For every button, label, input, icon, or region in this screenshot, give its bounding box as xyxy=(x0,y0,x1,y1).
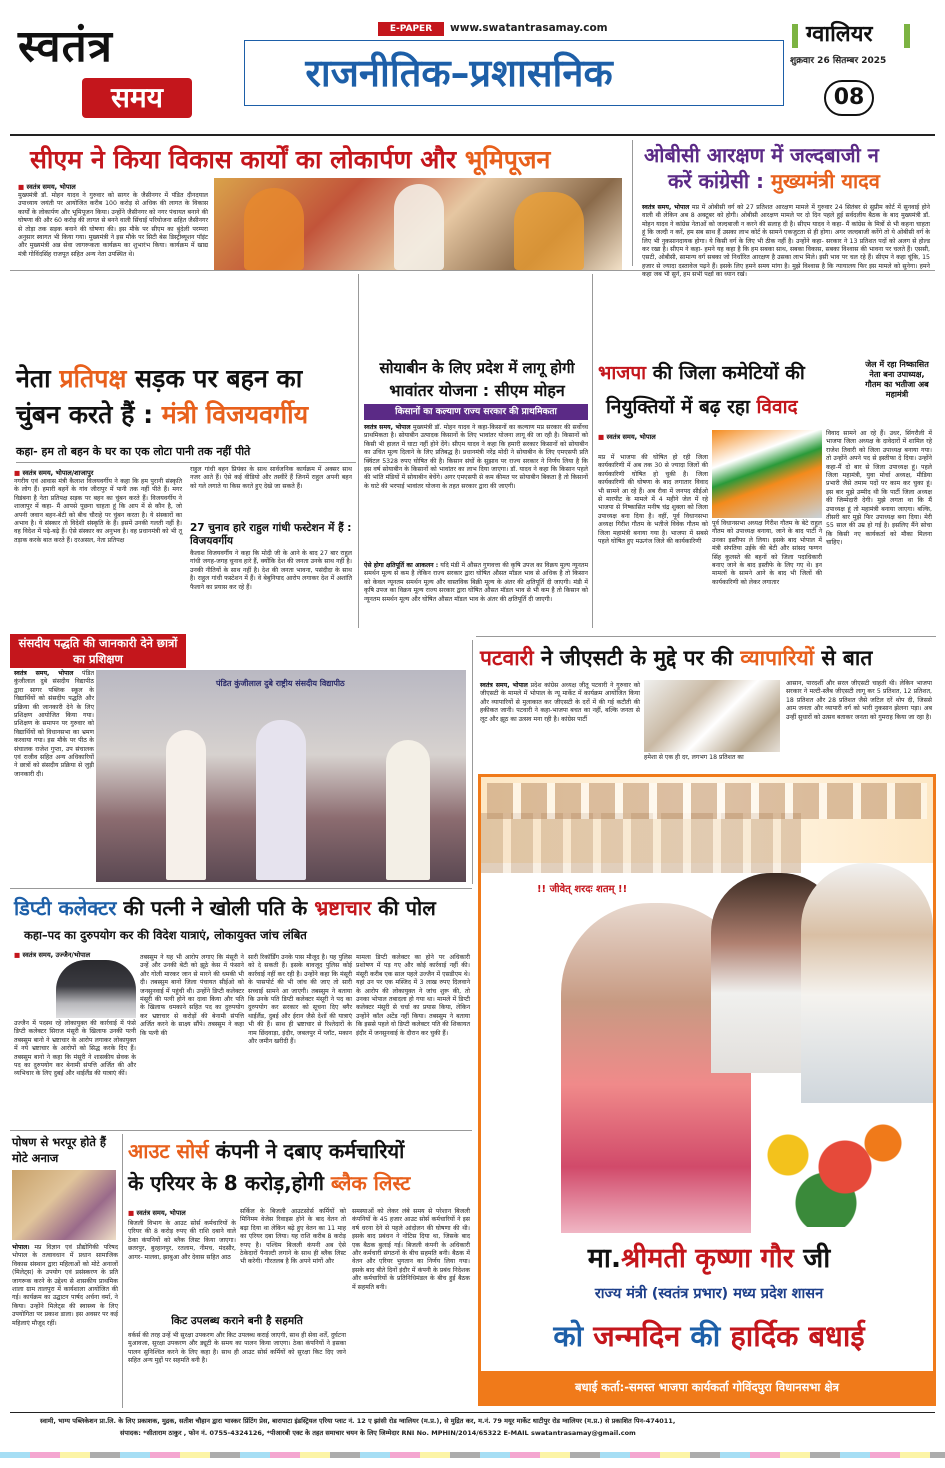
box-headline: किट उपलब्ध कराने बनी है सहमति xyxy=(171,1315,303,1327)
column-rule xyxy=(472,640,473,884)
story-obc-reservation xyxy=(638,138,934,279)
byline: स्वतंत्र समय, भोपाल xyxy=(642,204,690,211)
ad-wish-part: जन्मदिन xyxy=(593,1319,681,1353)
headline-part: प्रतिपक्ष xyxy=(59,364,127,393)
ad-portrait-row-top xyxy=(487,783,927,819)
story-deputy-headline xyxy=(14,894,472,922)
headline-part: नियुक्तियों में बढ़ रहा xyxy=(606,396,757,418)
photo-figure xyxy=(514,192,584,270)
story-body xyxy=(364,424,588,556)
byline: ■ स्वतंत्र समय, उज्जैन/भोपाल xyxy=(14,950,144,959)
box-body: कैलाश विजयवर्गीय ने कहा कि मोदी जी के आने के बाद 27 बार राहुल गांधी जगह-जगह चुनाव हारे हैं, क्योंकि देश की जनता उनके साथ नहीं है। उनकी नीतियों के साथ नहीं है। देश की जनता भावना, पसंदीदा के साथ है। राहुल गांधी फस्टेशन में हैं। वे बेबुनियाद आरोप लगाकर देश में अशांति फैलाने का प्रयास कर रहे हैं। xyxy=(190,550,352,591)
story-body: बिजली विभाग के आउट सोर्स कर्मचारियों के एरियर की 8 करोड़ रुपए की राशि दबाने वाले ठेका कंपनियों को ब्लैक लिस्ट किया जाएगा। छतरपुर, बुरहानपुर, रतलाम, नीमच, मंदसौर, आगर- मालवा, झाबुआ और देवास सहित आठ xyxy=(128,1220,236,1261)
story-soybean-headline-2: भावांतर योजना : सीएम मोहन xyxy=(389,381,565,400)
story-parliament-headline: संसदीय पद्धति की जानकारी देने छात्रों का प्रशिक्षण xyxy=(10,634,186,668)
headline-part: आउट सोर्स xyxy=(128,1139,209,1163)
story-body-text: मप्र में ओबीसी वर्ग को 27 प्रतिशत आरक्षण मामले में गुरुवार 24 सितंबर से सुप्रीम कोर्ट में सुनवाई होने वाली थी लेकिन अब 8 अक्टूबर को होगी। ओबीसी आरक्षण मामले पर दो दिन पहले हुई सर्वदलीय बैठक के बाद मुख्यमंत्री डॉ. मोहन यादव ने कांग्रेस नेताओं को जल्दबाजी न करने की सलाह दी है। सीएम यादव ने कहा- मैं कांग्रेस के मित्रों से भी कहना चाहता हूं कि जल्दी न करें, हम सब साथ हैं उसका लाभ कोर्ट के सामने एकजुटता से ही होगा। अगर जल्दबाजी करेंगे तो ये ओबीसी वर्ग के लिए भी नुकसानदायक होगा। ये किसी वर्ग के लिए भी ठीक नहीं है। उन्होंने कहा- सरकार ने 13 प्रतिशत पदों को अलग से होल्ड कर रखा है। सीएम ने कहा- हमने यह कहा है कि हम सबका साथ, सबका विकास, सबका विश्वास की भावना पर चलते हैं। एससी, एसटी, ओबीसी, सामान्य वर्ग सबका जो निर्धारित आरक्षण है उसका लाभ मिले। इसी भाव पर चल रहे हैं। सीएम ने कहा चूंकि, 15 हजार से ज्यादा दस्तावेज पढ़ने हैं। इसके लिए हमने समय मांगा है। मुझे विश्वास है कि न्यायालय फिर इस मामले को सुनेगा। हमने कहा जब भी सुनें, हम सभी पक्षों का ध्यान रखें। xyxy=(642,204,930,279)
column-rule xyxy=(122,1134,123,1408)
imprint-rule xyxy=(10,1412,935,1413)
story-body: मामला डिप्टी कलेक्टर का होने पर अधिकारी प्रशोषण में पड़ गए और कोई कार्रवाई नहीं की। मंसूरी करीब एक साल पहले उज्जैन में एसडीएम थे। यहां उन पर एक मस्जिद में 3 लाख रुपए दिलवाने के आरोप की लोकायुक्त ने जांच शुरू की, तो उनका भोपाल तबादला हो गया था। मामले में डिप्टी कलेक्टर मंसूरी से चर्चा का प्रयास किया, लेकिन उन्होंने कॉल अटेंड नहीं किया। तबस्सुम ने बताया कि इससे पहले वो डिप्टी कलेक्टर पति की शिकायत इंदौर में जनसुनवाई के दौरान कर चुकी हैं। xyxy=(356,954,470,1037)
ad-footer: बधाई कर्ता:-समस्त भाजपा कार्यकर्ता गोविंदपुरा विधानसभा क्षेत्र xyxy=(481,1371,933,1403)
ad-name-suffix: जी xyxy=(803,1243,831,1274)
story-body xyxy=(480,682,640,768)
logo-top-text: स्वतंत्र xyxy=(18,21,113,72)
story-body: उज्जैन में पदस्थ रहे लोकायुक्त की कार्रवाई में फंसे डिप्टी कलेक्टर सिराज मंसूरी के खिलाफ उनकी पत्नी तबस्सुम बानो ने भ्रष्टाचार के आरोप लगाकर लोकायुक्त में नये भ्रष्टाचार के आरोपों को सिद्ध करके दिए हैं। तबस्सुम बानो ने कहा कि मंसूरी ने शासकीय सेवक के पद का दुरुपयोग कर बेनामी संपत्ति अर्जित की और व्यभिचार के लिए दुबई और थाईलैंड की यात्राएं कीं। xyxy=(14,1020,136,1078)
story-outsource-headline-2 xyxy=(128,1170,472,1196)
epaper-badge: E-PAPER xyxy=(378,22,444,36)
subhead-inline: ऐसे होगा क्षतिपूर्ति का आकलन : xyxy=(364,562,439,569)
subhead: कहा–पद का दुरुपयोग कर की विदेश यात्राएं, लोकायुक्त जांच लंबित xyxy=(24,928,307,942)
headline-part: की पत्नी ने खोली पति के xyxy=(116,896,315,920)
logo xyxy=(18,20,198,130)
headline-part: चुंबन करते हैं : xyxy=(16,400,162,429)
story-body: राहुल गांधी बहन प्रियंका के साथ सार्वजनिक कार्यक्रम में अक्सर साथ नजर आते हैं। ऐसे कई वीडियो और तस्वीरें हैं जिनमें राहुल अपनी बहन को गले लगाते या किस करते हुए देखे जा सकते हैं। xyxy=(190,466,352,490)
subhead-bar: किसानों का कल्याण राज्य सरकार की प्राथमिकता xyxy=(364,404,588,420)
byline: भोपाल। xyxy=(12,1244,30,1251)
photo-cm-event xyxy=(214,178,622,270)
story-body: आसान, पारदर्शी और सरल जीएसटी चाहती थी। लेकिन भाजपा सरकार ने मल्टी-स्लैब जीएसटी लागू कर 5 प्रतिशत, 12 प्रतिशत, 18 प्रतिशत और 28 प्रतिशत जैसे जटिल दरें थोप दी, जिससे आम जनता और व्यापारी वर्ग को भारी नुकसान झेलना पड़ा। अब उन्हीं सुधारों को उत्सव बताकर जनता को गुमराह किया जा रहा है। xyxy=(786,680,932,721)
story-vijayvargiya-headline-line2 xyxy=(16,398,356,432)
photo-patwari-traders xyxy=(644,680,780,752)
story-body: नगरीय एवं आवास मंत्री कैलाश विजयवर्गीय ने कहा कि हम पुरानी संस्कृति के लोग हैं। हमारी बहनें के गांव जीरापुर में पानी तक नहीं पीते हैं। मगर विडंबना है नेता प्रतिपक्ष सड़क पर बहन का चुंबन करते हैं। विजयवर्गीय ने शाजापुर में कहा- मैं आपसे पूछना चाहता हूं कि आप में से कौन है, जो अपनी जवान बहन-बेटी को बीच चौराहे पर चुंबन करता है। ये संस्कारों का अभाव है। ये संस्कार तो विदेशी संस्कृति के हैं। इसमें उनकी गलती नहीं है। वह विदेश में पढ़े-बढ़े हैं। ऐसे संस्कार का अनुभव है। वह प्रधानमंत्री को भी तू तड़ाक करके बात करते हैं। दरअसल, नेता प्रतिपक्ष xyxy=(14,478,182,544)
ad-name-line xyxy=(485,1237,933,1281)
story-body xyxy=(642,204,930,279)
story-body: सर्किल के बिजली आउटसोर्स कर्मियों को मिनिमम वेजेस रिवाइस होने के बाद वेतन तो बढ़ा दिया था लेकिन बढ़े हुए वेतन का 11 माह का एरियर दबा लिया। यह राशि करीब 8 करोड़ रुपए है। पश्चिम बिजली कंपनी अब ऐसे ठेकेदारों पैनाल्टी लगाने के साथ ही ब्लैक लिस्ट भी करेगी। गौरतलब है कि अपने मांगों और xyxy=(240,1208,346,1266)
headline-part: विवाद xyxy=(756,396,798,418)
story-outsource-arrears xyxy=(126,1134,472,1410)
headline-part: करें कांग्रेसी : xyxy=(668,169,771,193)
issue-date: शुक्रवार 26 सितम्बर 2025 xyxy=(790,56,887,66)
photo-figure xyxy=(166,730,206,880)
headline-part: मंत्री विजयवर्गीय xyxy=(161,400,309,429)
byline: स्वतंत्र समय, भोपाल xyxy=(364,424,411,431)
ad-name: श्रीमती कृष्णा गौर xyxy=(621,1243,794,1274)
photo-bjp-flags xyxy=(712,430,822,518)
headline-part: डिप्टी कलेक्टर xyxy=(14,896,117,920)
byline: स्वतंत्र समय, भोपाल xyxy=(14,670,74,677)
headline-part: मुख्यमंत्री यादव xyxy=(770,169,880,193)
story-cm-inauguration-headline xyxy=(30,144,630,176)
ad-wish-part: की xyxy=(680,1319,731,1353)
story-patwari-headline xyxy=(480,644,936,672)
row-rule xyxy=(10,888,472,889)
story-vijayvargiya xyxy=(10,274,356,628)
story-deputy-collector xyxy=(10,892,472,1126)
headline-part: कंपनी ने दबाए कर्मचारियों xyxy=(208,1139,405,1163)
ad-title-prefix: मा. xyxy=(587,1243,622,1274)
story-parliament-training xyxy=(10,632,470,884)
ad-designation: राज्य मंत्री (स्वतंत्र प्रभार) मध्य प्रदेश शासन xyxy=(594,1286,824,1302)
city-name: ग्वालियर xyxy=(806,22,873,47)
column-rule xyxy=(592,274,593,628)
city-bars-right xyxy=(904,24,910,48)
story-cm-inauguration xyxy=(14,140,624,268)
ad-tagline: !! जीवेत् शरदः शतम् !! xyxy=(537,884,628,895)
story-body-text: प्रदेश कांग्रेस अध्यक्ष जीतू पटवारी ने गुरुवार को जीएसटी के मामले में भोपाल के न्यू मार्केट में कार्यक्रम आयोजित किया और व्यापारियों से मुलाकात कर जीएसटी के दरों में की गई कटौती की हकीकत जानी। पटवारी ने कहा-भाजपा बचत का नहीं, बल्कि जनता से लूट और झूठ का उत्सव मना रही है। कांग्रेस पार्टी xyxy=(480,682,641,723)
story-body: हमेशा से एक ही दर, लगभग 18 प्रतिशत का xyxy=(644,754,744,761)
imprint-line-2: संपादक: *सीताराम ठाकुर , फोन नं. 0755-4324126, *पीआरबी एक्ट के तहत समाचार चयन के लिए जिम्मेदार RNI No. MPHIN/2014/65322 E-MAIL swatantrasamay@gmail.com xyxy=(120,1429,636,1437)
story-body-text: मुख्यमंत्री डॉ. मोहन यादव ने कहा-किसानों का कल्याण मप्र सरकार की सर्वोच्च प्राथमिकता है। सोयाबीन उत्पादक किसानों के लिए भावांतर योजना लागू की जा रही है। किसानों को किसी भी हालत में घाटा नहीं होने देंगे। सीएम यादव ने कहा कि हमारी सरकार किसानों को सोयाबीन का उचित मूल्य दिलाने के लिए प्रतिबद्ध है। प्रधानमंत्री नरेंद्र मोदी ने सोयाबीन के लिए एमएसपी प्रति क्विंटल 5328 रुपए घोषित की है। किसान संघों के सुझाव पर राज्य सरकार ने निर्णय लिया है कि इस वर्ष सोयाबीन के किसानों को भावांतर का लाभ दिया जाएगा। डॉ. यादव ने कहा कि किसान पहले की भांति मंडियों में सोयाबीन बेचेंगे। अगर एमएसपी से कम कीमत पर सोयाबीन बिकता है तो किसानों के घाटे की भरपाई भावांतर योजना के तहत सरकार द्वारा की जाएगी। xyxy=(364,424,589,490)
headline-part: पटवारी xyxy=(480,646,534,670)
headline-part: सीएम ने किया विकास कार्यों का लोकार्पण और xyxy=(30,145,465,174)
headline-part: की पोल xyxy=(371,896,436,920)
box-body: वर्कर्स की तरह उन्हें भी सुरक्षा उपकरण और किट उपलब्ध कराई जाएगी, साथ ही सेवा शर्तें, दुर्घटना मुआवजा, सुरक्षा उपकरण और ड्यूटी के समय का पालन किया जाएगा। ठेका कंपनियों ने इसका पालन सुनिश्चित करने के लिए कहा है। साथ ही आउट सोर्स कर्मियों को सुरक्षा किट दिए जाने सहित अन्य मुद्दों पर सहमति बनी है। xyxy=(128,1332,346,1365)
box-headline: 27 चुनाव हारे राहुल गांधी फस्टेशन में हैं : विजयवर्गीय xyxy=(190,522,352,547)
story-millets-headline: पोषण से भरपूर होते हैं मोटे अनाज xyxy=(12,1135,107,1165)
headline-part: नेता xyxy=(16,364,60,393)
headline-part: ब्लैक लिस्ट xyxy=(330,1171,411,1195)
story-bjp-headline-2 xyxy=(606,394,866,420)
logo-bottom-text: समय xyxy=(111,81,163,114)
row-rule xyxy=(476,636,936,637)
city-bars xyxy=(792,24,798,48)
story-obc-headline xyxy=(644,142,934,194)
headline-part: की जिला कमेटियों की xyxy=(646,362,805,384)
story-body xyxy=(12,1244,118,1408)
ad-portrait-row-2 xyxy=(481,813,801,873)
headline-part: सड़क पर बहन का xyxy=(126,364,303,393)
headline-part: भाजपा xyxy=(598,362,647,384)
headline-part: ओबीसी xyxy=(644,143,700,167)
website-link[interactable]: www.swatantrasamay.com xyxy=(450,22,608,34)
headline-part: आरक्षण में जल्दबाजी न xyxy=(699,143,879,167)
story-body: विवाद सामने आ रहे हैं। उधर, सिंगरौली में भाजपा जिला अध्यक्ष के दावेदारों में शामिल रहे राजेश तिवारी को जिला उपाध्यक्ष बनाया गया। तो उन्होंने अपने पद से इस्तीफा दे दिया। उन्होंने कहा-मैं दो बार से जिला उपाध्यक्ष हूं। पहले जिला महामंत्री, युवा मोर्चा अध्यक्ष, मीडिया प्रभारी जैसे तमाम पदों पर काम कर चुका हूं। इस बार मुझे उम्मीद थी कि पार्टी जिला अध्यक्ष की जिम्मेदारी देगी। मुझे लगता था कि मैं उपाध्यक्ष हूं तो महामंत्री बनाया जाएगा। बल्कि, तीसरी बार मुझे फिर उपाध्यक्ष बना दिया। मेरी 55 साल की उम्र हो गई है। इसलिए मैंने सोचा कि किसी नए कार्यकर्ता को मौका मिलना चाहिए। xyxy=(826,430,932,547)
photo-figure xyxy=(256,720,306,880)
byline: ■ स्वतंत्र समय, भोपाल xyxy=(18,182,208,191)
page-number: 08 xyxy=(824,80,874,116)
byline: ■ स्वतंत्र समय, भोपाल/शाजापुर xyxy=(14,468,184,477)
story-body xyxy=(364,562,588,626)
story-soybean xyxy=(362,274,590,628)
photo-figure xyxy=(386,740,430,880)
headline-part: से बात xyxy=(814,646,873,670)
section-title: राजनीतिक–प्रशासनिक xyxy=(305,51,613,95)
story-patwari-gst xyxy=(476,640,936,772)
story-body-text: यदि मंडी में औसत गुणवत्ता की कृषि उपज का विक्रय मूल्य न्यूनतम समर्थन मूल्य से कम है लेकिन राज्य सरकार द्वारा घोषित औसत मॉडल भाव से अधिक है तो किसान को केवल न्यूनतम समर्थन मूल्य और वास्तविक बिक्री मूल्य के अंतर की क्षतिपूर्ति दी जाएगी। मंडी में कृषि उपज का विक्रय मूल्य राज्य सरकार द्वारा घोषित औसत मॉडल भाव से भी कम है तो किसान को न्यूनतम समर्थन मूल्य और घोषित औसत मॉडल भाव के अंतर की क्षतिपूर्ति दी जाएगी। xyxy=(364,562,589,603)
story-body: मप्र में भाजपा की घोषित हो रही जिला कार्यकारिणी में अब तक 30 से ज्यादा जिलों की कार्यकारिणी घोषित हो चुकी है। जिला कार्यकारिणी की घोषणा के बाद लगातार विवाद भी सामने आ रहे हैं। अब रीवा में जनपद सीईओ से मारपीट के मामले में 4 महीने जेल में रहे भाजपा से निष्कासित मनीष चंद्र शुक्ला को जिला उपाध्यक्ष बना दिया है। वहीं, पूर्व विधानसभा अध्यक्ष गिरीश गौतम के भतीजे विवेक गौतम को जिला महामंत्री बनाया गया है। भाजपा में सबसे पहले घोषित हुए मऊगंज जिले की कार्यकारिणी xyxy=(598,454,708,546)
story-outsource-headline-1 xyxy=(128,1138,472,1164)
column-rule xyxy=(358,274,359,628)
subhead: कहा- हम तो बहन के घर का एक लोटा पानी तक नहीं पीते xyxy=(16,444,356,463)
registration-bar xyxy=(0,1452,945,1458)
photo-millets-workshop xyxy=(12,1170,116,1240)
story-body-text: पंडित कुंजीलाल दुबे संसदीय विद्यापीठ द्वारा सागर पब्लिक स्कूल के विद्यार्थियों को संसदीय पद्धति और प्रक्रिया की जानकारी देने के लिए प्रशिक्षण आयोजित किया गया। प्रशिक्षण के समापन पर गुरुवार को विद्यार्थियों को विधानसभा का भ्रमण करवाया गया। इस मौके पर पीठ के संचालक राजेश गुप्ता, उप संचालक एवं राजीव सहित अन्य अधिकारियों ने छात्रों को संसदीय प्रक्रिया से जुड़ी जानकारी दी। xyxy=(14,670,94,778)
story-bjp-committees xyxy=(596,274,936,628)
story-vijayvargiya-headline-line1 xyxy=(16,362,356,396)
ad-wish-part: हार्दिक बधाई xyxy=(730,1319,865,1353)
headline-part: भ्रष्टाचार xyxy=(314,896,372,920)
ad-wish-line xyxy=(485,1311,933,1361)
column-rule xyxy=(632,140,633,266)
ad-flowers xyxy=(731,1107,921,1227)
byline: स्वतंत्र समय, भोपाल xyxy=(480,682,528,689)
story-body xyxy=(14,670,94,880)
story-body-text: मप्र विज्ञान एवं प्रौद्योगिकी परिषद भोपाल के तत्वावधान में प्रधान सामाजिक विकास संस्थान द्वारा महिलाओं को मोटे अनाजों (मिलेट्स) के उपयोग एवं प्रसंस्करण के प्रति जागरूक करने के उद्देश्य से शासकीय प्राथमिक शाला ग्राम तालपुरा में कार्यशाला आयोजित की गई। कार्यक्रम का उद्घाटन पार्षद अर्चना वर्मा, ने किया। उन्होंने मिलेट्स की स्वास्थ्य के लिए उपयोगिता पर प्रकाश डाला। इस अवसर पर कई महिलाएं मौजूद रहीं। xyxy=(12,1244,118,1327)
byline: ■ स्वतंत्र समय, भोपाल xyxy=(598,432,708,441)
row-rule xyxy=(10,270,935,271)
photo-figure xyxy=(394,184,444,270)
headline-part: व्यापारियों xyxy=(740,646,815,670)
headline-part: ने जीएसटी के मुद्दे पर की xyxy=(533,646,741,670)
banner-text: पंडित कुंजीलाल दुबे राष्ट्रीय संसदीय विद्यापीठ xyxy=(216,679,345,688)
story-soybean-headline-1: सोयाबीन के लिए प्रदेश में लागू होगी xyxy=(379,359,575,377)
story-body: समस्याओं को लेकर लंबे समय से परेशान बिजली कंपनियों के 45 हजार आउट सोर्स कर्मचारियों ने इस वर्ष धरना देने से पहले आंदोलन की घोषणा की थी। इसके बाद प्रबंधन ने नोटिस दिया था, जिसके बाद एक बैठक बुलाई गई। बिजली कंपनी के अधिकारी और कर्मचारी संगठनों के बीच सहमति बनी। बैठक में वेतन और एरियर भुगतान का निर्णय लिया गया। इसके बाद बीते दिनों इंदौर में कंपनी के प्रबंध निदेशक और कर्मचारियों के प्रतिनिधिमंडल के बीच हुई बैठक में सहमति बनी। xyxy=(352,1208,470,1291)
story-body: सारी रिकॉर्डिंग उनके पास मौजूद है। यह पुलिस को दे सकती हैं। इसके बावजूद पुलिस कोई कार्रवाई नहीं कर रही है। उन्होंने कहा कि मंसूरी के पासपोर्ट की भी जांच की जाए तो सारी सच्चाई सामने आ जाएगी। तबस्सुम ने बताया कि उनके पति डिप्टी कलेक्टर मंसूरी ने पद का दुरुपयोग कर सरकार को सूचना दिए बगैर थाईलैंड, दुबई और ईरान जैसे देशों की यात्राएं भी की हैं। साथ ही भ्रष्टाचार से रिश्तेदारों के नाम छिंदवाड़ा, इंदौर, जबलपुर में प्लॉट, मकान और जमीन खरीदी हैं। xyxy=(248,954,352,1046)
story-body: तबस्सुम ने यह भी आरोप लगाए कि मंसूरी ने उन्हें और उनकी बेटी को झूठे केस में फंसाने और गोली मारकर जान से मारने की धमकी भी दी। तबस्सुम बानो जिला पंचायत सीईओ को जनसुनवाई में पहुंची थी। उन्होंने डिप्टी कलेक्टर मंसूरी की पत्नी होने का दावा किया और पति के खिलाफ धमकाने सहित पद का दुरुपयोग कर भ्रष्टाचार से करोड़ों की बेनामी संपत्ति अर्जित करने के साक्ष्य सौंपे। तबस्सुम ने कहा कि पत्नी की xyxy=(140,954,244,1037)
headline-part: के एरियर के 8 करोड़,होगी xyxy=(128,1171,331,1195)
headline-part: भूमिपूजन xyxy=(464,145,551,174)
ad-photo-pm xyxy=(801,863,933,1103)
imprint-line-1: स्वामी, भाग्य पब्लिकेशन प्रा.लि. के लिए प्रकाशक, मुद्रक, सतीश चौहान द्वारा भास्कर प्रिंटिंग प्रेस, बारापाटा इंडस्ट्रियल एरिया प्लाट नं. 12 ए झांसी रोड ग्वालियर (म.प्र.), से मुद्रित कर, म.नं. 79 मयूर मार्केट थाटीपुर रोड ग्वालियर (म.प्र.) से प्रकाशित पिन-474011, xyxy=(40,1417,676,1425)
story-millets xyxy=(10,1134,120,1410)
photo-figure xyxy=(244,188,304,270)
birthday-ad xyxy=(478,774,936,1406)
story-body: मुख्यमंत्री डॉ. मोहन यादव ने गुरुवार को सागर के जैसीनगर में पंडित दीनदयाल उपाध्याय जयंती पर आयोजित करीब 100 करोड़ से अधिक की लागत के विकास कार्यों के लोकार्पण और भूमिपूजन किया। उन्होंने जैसीनगर को नगर पंचायत बनाने की घोषणा की और 60 करोड़ की लागत से बनने वाली सिंचाई परियोजना सहित जैसीनगर से तोड़ा तक सड़क बनाने की घोषणा की। इस मौके पर सीएम का बुंदेली परम्परा अनुसार स्वागत भी किया गया। मुख्यमंत्री ने इस मौके पर सिटी बेस डिस्ट्रीब्यूशन पॉइंट और मुख्यमंत्री अन्न सेवा जागरूकता कार्यक्रम का शुभारंभ किया। कार्यक्रम में खाद्य मंत्री गोविंदसिंह राजपूत सहित अन्य नेता उपस्थित थे। xyxy=(18,192,208,258)
ad-wish-part: को xyxy=(553,1319,594,1353)
byline: ■ स्वतंत्र समय, भोपाल xyxy=(128,1208,236,1217)
row-rule xyxy=(10,1130,472,1131)
photo-training-ceremony xyxy=(96,670,466,882)
masthead-rule xyxy=(10,134,935,136)
story-bjp-headline-1 xyxy=(598,360,868,386)
story-body: पूर्व विधानसभा अध्यक्ष गिरीश गौतम के बेटे राहुल गौतम को उपाध्यक्ष बनाया, जाने के बाद पार्टी ने उनका इस्तीफा ले लिया। इसके बाद भोपाल में मंत्री संपतिया उईके की बेटी और सांसद फग्गन सिंह कुलस्ते की बहनों को जिला पदाधिकारी बनाए जाने के बाद इस्तीफे के लिए गए थे। इन मामलों के सामने आने के बाद भी जिलों की कार्यकारिणी को लेकर लगातार xyxy=(712,520,822,586)
side-note: जेल में रहा निष्कासित नेता बना उपाध्यक्ष, गौतम का भतीजा अब महामंत्री xyxy=(865,360,929,399)
masthead xyxy=(0,0,945,140)
